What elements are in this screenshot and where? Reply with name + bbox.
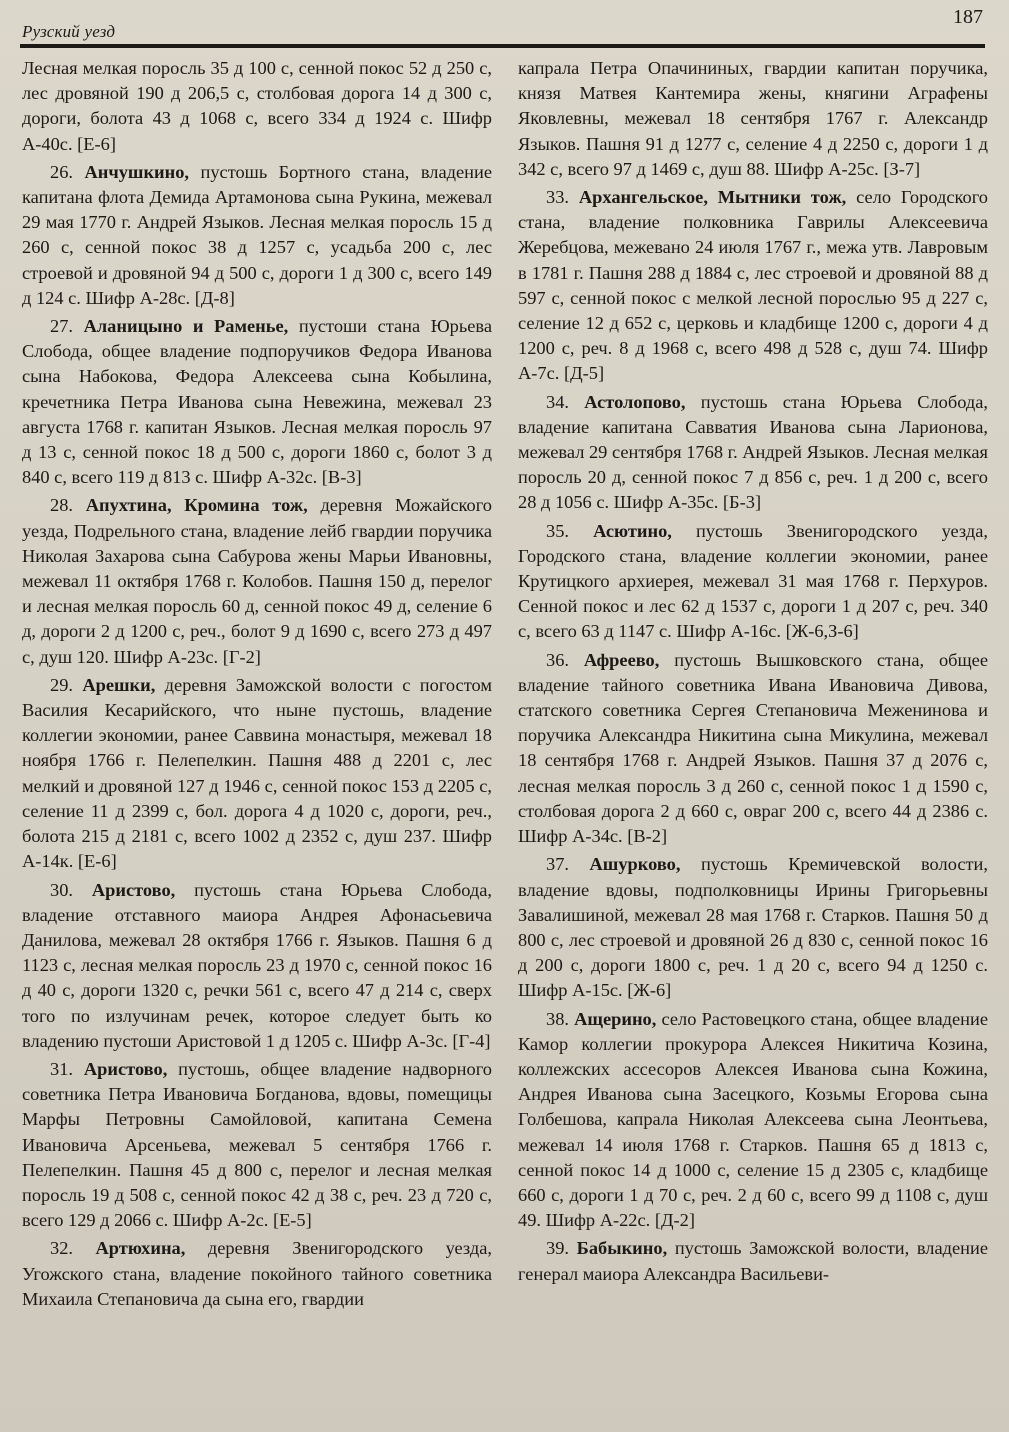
entry-number: 34. — [546, 391, 569, 412]
entry-text: Лесная мелкая поросль 35 д 100 с, сенной покос 52 д 250 с, лес дровяной 190 д 206,5 с, столбовая дорога 14 д 300 с, дороги, болота 43 д 1068 с, всего 334 д 1924 с. Шифр А-40с. [Е-6] — [22, 58, 492, 154]
entry-name: Асютино, — [593, 520, 672, 541]
entry-text: деревня Звенигородского уезда, Угожского стана, владение покойного тайного советника Михаила Степановича да сына его, гвардии — [22, 1238, 492, 1309]
entry-text: пустошь Бортного стана, владение капитана флота Демида Артамонова сына Рукина, межевал 29 мая 1770 г. Андрей Языков. Лесная мелкая поросль 15 д 260 с, сенной покос 38 д 1257 с, усадьба 200 с, лес строевой и дровяной 94 д 500 с, дороги 1 д 300 с, всего 149 д 124 с. Шифр А-28с. [Д-8] — [22, 161, 492, 308]
entry-name: Аристово, — [83, 1058, 168, 1079]
entry-number: 26. — [50, 161, 73, 182]
entry-text: село Городского стана, владение полковника Гаврилы Алексеевича Жеребцова, межевано 24 июля 1767 г., межа утв. Лавровым в 1781 г. Пашня 288 д 1884 с, лес строевой и дровяной 88 д 597 с, сенной покос с мелкой лесной порослью 95 д 227 с, селение 12 д 652 с, церковь и кладбище 1200 с, дороги 4 д 1200 с, реч. 8 д 1968 с, всего 498 д 528 с, душ 74. Шифр А-7с. [Д-5] — [518, 187, 988, 384]
entry-text: село Растовецкого стана, общее владение Камор коллегии прокурора Алексея Никитича Козина, коллежских ассесоров Алексея Иванова сына Кожина, Андрея Иванова сына Засецкого, Козьмы Егорова сына Голбешова, капрала Николая Алексеева сына Леонтьева, межевал 14 июля 1768 г. Старков. Пашня 65 д 1813 с, сенной покос 14 д 1000 с, селение 15 д 2305 с, кладбище 660 с, дороги 1 д 70 с, реч. 2 д 60 с, всего 99 д 1108 с, душ 49. Шифр А-22с. [Д-2] — [518, 1008, 988, 1231]
entry-continuation — [22, 56, 492, 157]
entry-text: пустошь Вышковского стана, общее владение тайного советника Ивана Ивановича Дивова, статского советника Сергея Степановича Меженинова и поручика Александра Никитина сына Микулина, межевал 18 сентября 1768 г. Андрей Языков. Пашня 37 д 2076 с, лесная мелкая поросль 3 д 260 с, сенной покос 1 д 1590 с, столбовая дорога 2 д 660 с, овраг 200 с, всего 44 д 2386 с. Шифр А-34с. [В-2] — [518, 649, 988, 847]
entry — [22, 1057, 492, 1233]
entry-name: Архангельское, Мытники тож, — [578, 187, 847, 208]
entry-number: 38. — [546, 1008, 569, 1029]
entry — [22, 1236, 492, 1312]
entry-continuation — [518, 56, 988, 182]
text-columns — [22, 56, 988, 1426]
entry-number: 31. — [50, 1058, 73, 1079]
entry — [518, 390, 988, 516]
entry-number: 36. — [546, 649, 569, 670]
entry — [518, 185, 988, 387]
entry-name: Афреево, — [583, 649, 660, 670]
entry — [22, 493, 492, 669]
entry — [518, 648, 988, 850]
entry-text: деревня Заможской волости с погостом Василия Кесарийского, что ныне пустошь, владение коллегии экономии, ранее Саввина монастыря, межевал 18 ноября 1766 г. Пелепелкин. Пашня 488 д 2201 с, лес мелкий и дровяной 127 д 1946 с, сенной покос 153 д 2205 с, селение 11 д 2399 с, бол. дорога 4 д 1020 с, дороги, реч., болота 215 д 2181 с, всего 1002 д 2352 с, душ 237. Шифр А-14к. [Е-6] — [22, 674, 492, 872]
entry-number: 32. — [50, 1238, 73, 1259]
page-number: 187 — [953, 6, 983, 28]
left-column — [22, 56, 492, 1426]
entry-text: деревня Можайского уезда, Подрельного стана, владение лейб гвардии поручика Николая Захарова сына Сабурова жены Марьи Ивановны, межевал 11 октября 1768 г. Колобов. Пашня 150 д, перелог и лесная мелкая поросль 60 д, сенной покос 49 д, селение 6 д, дороги 2 д 1200 с, реч., болот 9 д 1690 с, всего 273 д 497 с, душ 120. Шифр А-23с. [Г-2] — [22, 495, 492, 667]
entry-text: капрала Петра Опачининых, гвардии капитан поручика, князя Матвея Кантемира жены, княгини Аграфены Яковлевны, межевал 18 сентября 1767 г. Александр Языков. Пашня 91 д 1277 с, селение 4 д 2250 с, дороги 1 д 342 с, всего 97 д 1469 с, душ 88. Шифр А-25с. [З-7] — [518, 58, 988, 179]
entry-text: пустоши стана Юрьева Слобода, общее владение подпоручиков Федора Иванова сына Набокова, Федора Алексеева сына Кобылина, кречетника Петра Иванова сына Невежина, межевал 23 августа 1768 г. капитан Языков. Лесная мелкая поросль 97 д 13 с, сенной покос 18 д 500 с, дороги 1860 с, болот 3 д 840 с, всего 119 д 813 с. Шифр А-32с. [В-3] — [22, 316, 492, 488]
entry-number: 39. — [546, 1238, 569, 1259]
entry-name: Ащерино, — [574, 1008, 657, 1029]
entry-name: Аристово, — [91, 879, 176, 900]
entry-number: 33. — [546, 187, 569, 208]
entry-text: пустошь Звенигородского уезда, Городского стана, владение коллегии экономии, ранее Крутицкого архиерея, межевал 31 мая 1768 г. Перхуров. Сенной покос и лес 62 д 1537 с, дороги 1 д 207 с, реч. 340 с, всего 63 д 1147 с. Шифр А-16с. [Ж-6,З-6] — [518, 520, 988, 642]
entry-name: Ашурково, — [589, 854, 681, 875]
entry-text: пустошь стана Юрьева Слобода, владение капитана Савватия Иванова сына Ларионова, межевал 29 сентября 1768 г. Андрей Языков. Лесная мелкая поросль 20 д, сенной покос 7 д 856 с, реч. 1 д 200 с, всего 28 д 1056 с. Шифр А-35с. [Б-3] — [518, 391, 988, 513]
entry-name: Анчушкино, — [84, 161, 190, 182]
entry-number: 37. — [546, 854, 569, 875]
entry-name: Арешки, — [82, 674, 156, 695]
entry-name: Бабыкино, — [576, 1238, 668, 1259]
entry-text: пустошь, общее владение надворного советника Петра Ивановича Богданова, вдовы, помещицы Марфы Петровны Самойловой, капитана Семена Ивановича Арсеньева, межевал 5 сентября 1766 г. Пелепелкин. Пашня 45 д 800 с, перелог и лесная мелкая поросль 19 д 508 с, сенной покос 42 д 38 с, реч. 23 д 720 с, всего 129 д 2066 с. Шифр А-2с. [Е-5] — [22, 1058, 492, 1231]
entry-name: Артюхина, — [95, 1238, 186, 1259]
entry — [518, 519, 988, 645]
entry — [22, 160, 492, 311]
entry-name: Аланицыно и Раменье, — [83, 316, 289, 337]
entry-number: 35. — [546, 520, 569, 541]
entry-name: Апухтина, Кромина тож, — [85, 495, 308, 516]
entry-text: пустошь Заможской волости, владение генерал маиора Александра Васильеви- — [518, 1238, 988, 1284]
entry-number: 29. — [50, 674, 73, 695]
entry-number: 27. — [50, 316, 73, 337]
right-column — [518, 56, 988, 1426]
entry — [518, 1007, 988, 1234]
entry-number: 28. — [50, 495, 73, 516]
entry-text: пустошь стана Юрьева Слобода, владение отставного маиора Андрея Афонасьевича Данилова, межевал 28 октября 1766 г. Языков. Пашня 6 д 1123 с, лесная мелкая поросль 23 д 1970 с, сенной покос 16 д 40 с, дороги 1320 с, речки 561 с, всего 47 д 214 с, сверх того по излучинам речек, которое следует быть ко владению пустоши Аристовой 1 д 1205 с. Шифр А-3с. [Г-4] — [22, 879, 492, 1051]
entry-name: Астолопово, — [584, 391, 686, 412]
running-head: Рузский уезд — [22, 22, 116, 41]
entry — [22, 673, 492, 875]
entry — [518, 1236, 988, 1286]
entry-text: пустошь Кремичевской волости, владение вдовы, подполковницы Ирины Григорьевны Завалишиной, межевал 28 мая 1768 г. Старков. Пашня 50 д 800 с, лес строевой и дровяной 26 д 830 с, сенной покос 16 д 200 с, дороги 1800 с, реч. 1 д 20 с, всего 94 д 1250 с. Шифр А-15с. [Ж-6] — [518, 854, 988, 1001]
header-rule — [20, 44, 985, 48]
entry-number: 30. — [50, 879, 73, 900]
entry — [518, 852, 988, 1003]
entry — [22, 314, 492, 490]
entry — [22, 878, 492, 1054]
